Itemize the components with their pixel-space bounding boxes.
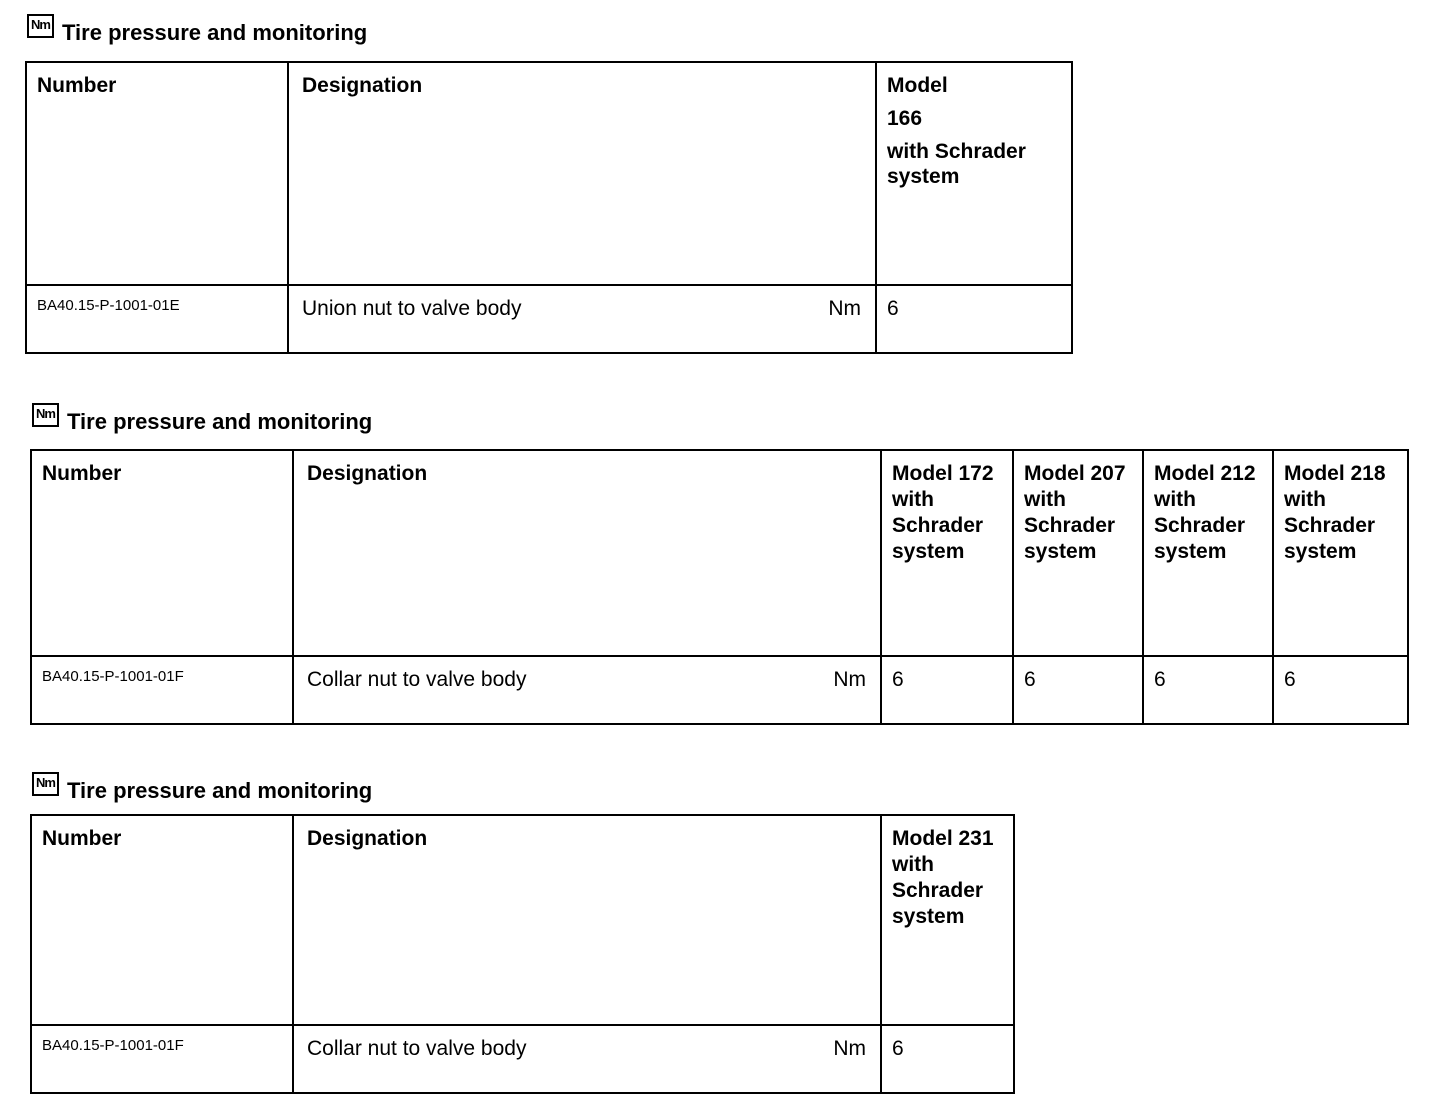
- model-line: system: [1154, 540, 1227, 563]
- torque-table: [30, 814, 1015, 1094]
- section-title-text: Tire pressure and monitoring: [62, 20, 368, 45]
- table-header-row: [31, 815, 1014, 1025]
- header-designation: Designation: [293, 450, 881, 656]
- section-title: [27, 17, 368, 46]
- row-designation: [293, 656, 881, 724]
- table-row: [31, 1025, 1014, 1093]
- torque-table: [25, 61, 1073, 354]
- torque-nm-icon: Nm: [32, 772, 59, 796]
- model-line: system: [892, 905, 965, 928]
- header-model-212: [1143, 450, 1273, 656]
- model-line: Schrader: [1024, 514, 1116, 537]
- torque-nm-icon: Nm: [27, 14, 54, 38]
- model-line: Schrader: [892, 879, 984, 902]
- value-cell: 6: [881, 656, 1013, 724]
- model-variant-cont: system: [887, 165, 960, 188]
- unit-text: Nm: [828, 297, 861, 320]
- header-model: [876, 62, 1072, 285]
- torque-nm-icon: Nm: [32, 403, 59, 427]
- model-line: with: [1024, 488, 1066, 511]
- header-number: Number: [31, 815, 293, 1025]
- section-title: [32, 406, 373, 435]
- row-designation: [288, 285, 876, 353]
- header-number: Number: [31, 450, 293, 656]
- row-number: BA40.15-P-1001-01E: [26, 285, 288, 353]
- model-line: Model 231: [892, 827, 994, 850]
- model-line: system: [1024, 540, 1097, 563]
- table-header-row: [31, 450, 1408, 656]
- unit-text: Nm: [833, 1037, 866, 1060]
- header-model-231: [881, 815, 1014, 1025]
- model-line: with: [892, 853, 934, 876]
- unit-text: Nm: [833, 668, 866, 691]
- header-designation: Designation: [288, 62, 876, 285]
- model-line: with: [1284, 488, 1326, 511]
- header-model-207: [1013, 450, 1143, 656]
- section-title-text: Tire pressure and monitoring: [67, 778, 373, 803]
- model-number: 166: [887, 107, 923, 130]
- model-label: Model: [887, 74, 948, 97]
- table-row: [31, 656, 1408, 724]
- table-header-row: [26, 62, 1072, 285]
- model-line: Model 207: [1024, 462, 1126, 485]
- designation-text: Collar nut to valve body: [307, 668, 527, 691]
- row-number: BA40.15-P-1001-01F: [31, 1025, 293, 1093]
- model-variant: with Schrader: [887, 140, 1026, 163]
- model-line: system: [892, 540, 965, 563]
- model-line: Schrader: [1154, 514, 1246, 537]
- header-number: Number: [26, 62, 288, 285]
- value-cell: 6: [1013, 656, 1143, 724]
- model-line: Schrader: [1284, 514, 1376, 537]
- header-model-218: [1273, 450, 1408, 656]
- model-line: Model 212: [1154, 462, 1256, 485]
- section-title: [32, 775, 373, 804]
- section-title-text: Tire pressure and monitoring: [67, 409, 373, 434]
- header-model-172: [881, 450, 1013, 656]
- value-cell: 6: [1143, 656, 1273, 724]
- value-cell: 6: [881, 1025, 1014, 1093]
- designation-text: Collar nut to valve body: [307, 1037, 527, 1060]
- model-line: Model 218: [1284, 462, 1386, 485]
- header-designation: Designation: [293, 815, 881, 1025]
- model-line: Schrader: [892, 514, 984, 537]
- model-line: with: [892, 488, 934, 511]
- torque-table: [30, 449, 1409, 725]
- model-line: Model 172: [892, 462, 994, 485]
- value-cell: 6: [876, 285, 1072, 353]
- table-row: [26, 285, 1072, 353]
- model-line: with: [1154, 488, 1196, 511]
- value-cell: 6: [1273, 656, 1408, 724]
- designation-text: Union nut to valve body: [302, 297, 522, 320]
- row-number: BA40.15-P-1001-01F: [31, 656, 293, 724]
- model-line: system: [1284, 540, 1357, 563]
- row-designation: [293, 1025, 881, 1093]
